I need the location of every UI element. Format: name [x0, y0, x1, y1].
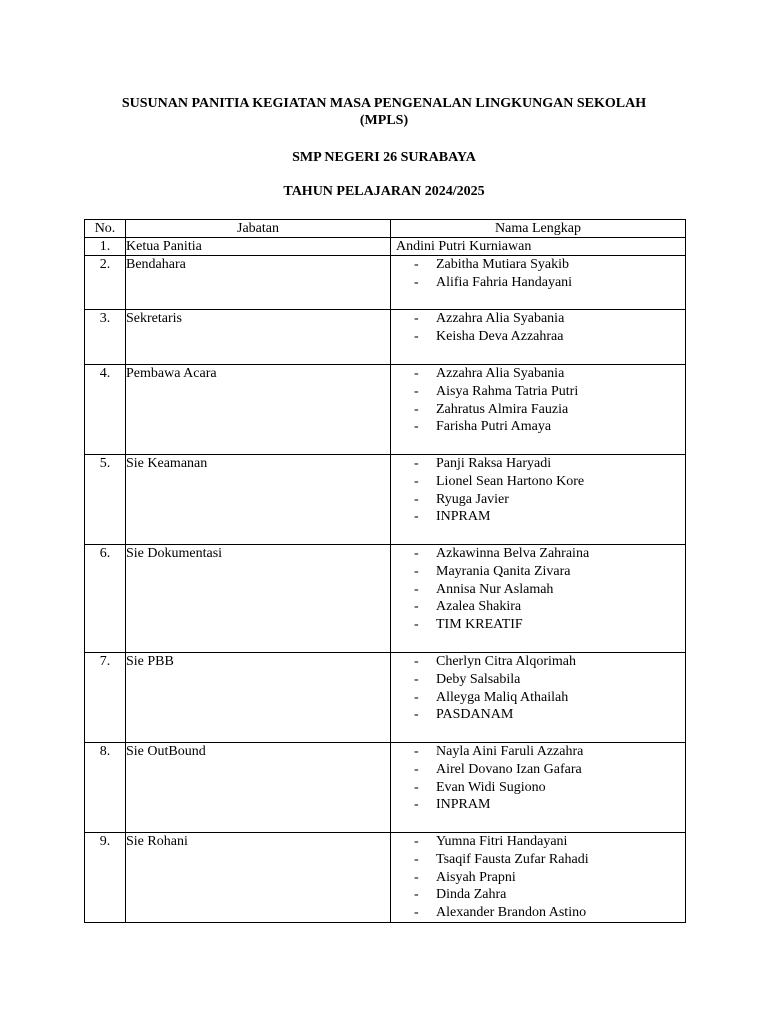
names-cell [391, 743, 686, 833]
row-number: 8. [85, 743, 126, 833]
dash-bullet: - [414, 419, 419, 435]
table-row [85, 653, 686, 743]
role-cell: Bendahara [126, 256, 391, 310]
member-name: Andini Putri Kurniawan [396, 239, 532, 254]
table-row [85, 256, 686, 310]
member-name: INPRAM [436, 509, 491, 525]
dash-bullet: - [414, 905, 419, 921]
dash-bullet: - [414, 834, 419, 849]
dash-bullet: - [414, 654, 419, 669]
member-name: Azzahra Alia Syabania [436, 311, 565, 326]
member-name: Yumna Fitri Handayani [436, 834, 568, 849]
row-number: 1. [85, 238, 126, 256]
member-name: Panji Raksa Haryadi [436, 456, 552, 471]
dash-bullet: - [414, 581, 419, 597]
table-row [85, 238, 686, 256]
committee-table [84, 219, 686, 923]
member-list [391, 310, 685, 346]
member-list-item [391, 779, 685, 797]
dash-bullet: - [414, 869, 419, 885]
role-cell: Sie PBB [126, 653, 391, 743]
member-name: Aisyah Prapni [436, 869, 516, 885]
member-list-item [391, 418, 685, 436]
academic-year: TAHUN PELAJARAN 2024/2025 [283, 184, 485, 199]
member-list-item [391, 473, 685, 491]
role-cell: Sekretaris [126, 310, 391, 365]
dash-bullet: - [414, 257, 419, 272]
member-list-item [391, 310, 685, 328]
role-cell: Sie OutBound [126, 743, 391, 833]
member-list-item [391, 689, 685, 707]
member-list [391, 365, 685, 436]
member-name: Keisha Deva Azzahraa [436, 328, 564, 344]
header-no: No. [85, 220, 126, 238]
member-name: Aisya Rahma Tatria Putri [436, 383, 579, 399]
member-list-item [391, 653, 685, 671]
names-cell [391, 310, 686, 365]
dash-bullet: - [414, 851, 419, 867]
member-name: Azkawinna Belva Zahraina [436, 546, 590, 561]
row-number: 2. [85, 256, 126, 310]
member-name: Zabitha Mutiara Syakib [436, 257, 569, 272]
table-row [85, 310, 686, 365]
member-list [391, 833, 685, 922]
role-cell: Ketua Panitia [126, 238, 391, 256]
header-role: Jabatan [126, 220, 391, 238]
member-name: PASDANAM [436, 707, 514, 723]
dash-bullet: - [414, 563, 419, 579]
member-name: Alexander Brandon Astino [436, 905, 587, 921]
dash-bullet: - [414, 546, 419, 561]
member-list [391, 743, 685, 814]
names-cell [391, 653, 686, 743]
member-name: Annisa Nur Aslamah [436, 581, 554, 597]
dash-bullet: - [414, 473, 419, 489]
member-list [391, 256, 685, 292]
member-list-item [391, 365, 685, 383]
table-row [85, 365, 686, 455]
names-cell [391, 545, 686, 653]
dash-bullet: - [414, 707, 419, 723]
dash-bullet: - [414, 328, 419, 344]
dash-bullet: - [414, 509, 419, 525]
member-name: Cherlyn Citra Alqorimah [436, 654, 576, 669]
member-list-item [391, 743, 685, 761]
member-name: Alleyga Maliq Athailah [436, 689, 569, 705]
table-row [85, 455, 686, 545]
member-list [391, 545, 685, 634]
row-number: 3. [85, 310, 126, 365]
member-name: Evan Widi Sugiono [436, 779, 546, 795]
dash-bullet: - [414, 401, 419, 417]
member-name: Azalea Shakira [436, 599, 522, 615]
dash-bullet: - [414, 617, 419, 633]
member-list-item [391, 455, 685, 473]
dash-bullet: - [414, 383, 419, 399]
role-cell: Sie Keamanan [126, 455, 391, 545]
member-list [391, 653, 685, 724]
dash-bullet: - [414, 274, 419, 290]
member-list [391, 455, 685, 526]
member-name: Nayla Aini Faruli Azzahra [436, 744, 584, 759]
names-cell [391, 365, 686, 455]
member-list-item [391, 274, 685, 292]
member-list-item [391, 616, 685, 634]
names-cell [391, 238, 686, 256]
member-list-item [391, 706, 685, 724]
row-number: 4. [85, 365, 126, 455]
member-list-item [391, 545, 685, 563]
row-number: 9. [85, 833, 126, 923]
dash-bullet: - [414, 744, 419, 759]
table-row [85, 545, 686, 653]
dash-bullet: - [414, 456, 419, 471]
document-title-abbreviation: (MPLS) [359, 113, 409, 128]
row-number: 5. [85, 455, 126, 545]
dash-bullet: - [414, 671, 419, 687]
member-name: Zahratus Almira Fauzia [436, 401, 569, 417]
member-list-item [391, 383, 685, 401]
member-name: Mayrania Qanita Zivara [436, 563, 571, 579]
member-name: INPRAM [436, 797, 491, 813]
member-list-item [391, 833, 685, 851]
member-name: Farisha Putri Amaya [436, 419, 552, 435]
member-name: Airel Dovano Izan Gafara [436, 761, 582, 777]
names-cell [391, 455, 686, 545]
table-row [85, 833, 686, 923]
row-number: 7. [85, 653, 126, 743]
document-title: SUSUNAN PANITIA KEGIATAN MASA PENGENALAN LINGKUNGAN SEKOLAH [121, 96, 647, 111]
dash-bullet: - [414, 779, 419, 795]
member-name: Dinda Zahra [436, 887, 507, 903]
member-list-item [391, 671, 685, 689]
member-name: Deby Salsabila [436, 671, 521, 687]
member-name: TIM KREATIF [436, 617, 523, 633]
table-row [85, 743, 686, 833]
member-list-item [391, 869, 685, 887]
role-cell: Sie Rohani [126, 833, 391, 923]
role-cell: Pembawa Acara [126, 365, 391, 455]
dash-bullet: - [414, 887, 419, 903]
row-number: 6. [85, 545, 126, 653]
names-cell [391, 256, 686, 310]
member-list-item [391, 328, 685, 346]
school-name: SMP NEGERI 26 SURABAYA [292, 150, 476, 165]
dash-bullet: - [414, 491, 419, 507]
member-list-item [391, 598, 685, 616]
member-list-item [391, 401, 685, 419]
member-name: Ryuga Javier [436, 491, 509, 507]
header-names: Nama Lengkap [391, 220, 686, 238]
role-cell: Sie Dokumentasi [126, 545, 391, 653]
member-name: Azzahra Alia Syabania [436, 366, 565, 381]
dash-bullet: - [414, 761, 419, 777]
member-list-item [391, 508, 685, 526]
member-list-item [391, 796, 685, 814]
member-list-item [391, 904, 685, 922]
dash-bullet: - [414, 366, 419, 381]
member-list-item [391, 491, 685, 509]
member-name: Tsaqif Fausta Zufar Rahadi [436, 851, 589, 867]
member-list-item [391, 256, 685, 274]
member-list-item [391, 851, 685, 869]
dash-bullet: - [414, 311, 419, 326]
member-name: Alifia Fahria Handayani [436, 274, 573, 290]
member-list-item [391, 563, 685, 581]
dash-bullet: - [414, 689, 419, 705]
dash-bullet: - [414, 599, 419, 615]
member-list-item [391, 581, 685, 599]
member-name: Lionel Sean Hartono Kore [436, 473, 585, 489]
table-header-row [85, 220, 686, 238]
committee-table-body [85, 238, 686, 923]
member-list-item [391, 761, 685, 779]
names-cell [391, 833, 686, 923]
dash-bullet: - [414, 797, 419, 813]
member-list-item [391, 886, 685, 904]
